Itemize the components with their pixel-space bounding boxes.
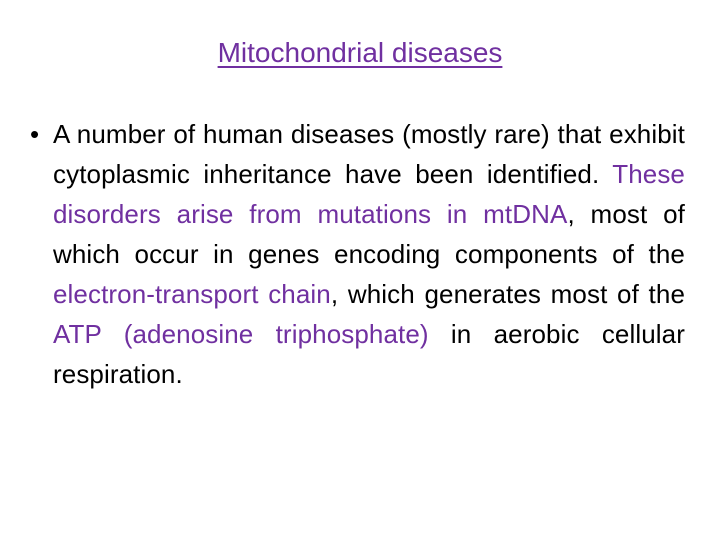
body-paragraph	[53, 114, 685, 394]
paragraph-segment-7-highlight: ATP (adenosine triphosphate)	[53, 319, 429, 349]
bullet-marker: •	[30, 119, 40, 149]
paragraph-segment-3-dna: DNA	[512, 199, 568, 229]
paragraph-segment-5-highlight: electron-transport chain	[53, 279, 331, 309]
paragraph-segment-4: , most of which occur in genes encoding components of the	[53, 199, 685, 269]
paragraph-segment-1: A number of human diseases (mostly rare) that exhibit cytoplasmic inheritance have been identified.	[53, 119, 685, 189]
slide-title-text: Mitochondrial diseases	[217, 37, 503, 68]
paragraph-segment-2-highlight: These disorders arise from mutations in mt	[53, 159, 685, 229]
slide-title	[0, 33, 720, 73]
paragraph-segment-8: in aerobic cellular respiration.	[53, 319, 685, 389]
paragraph-segment-6: , which generates most of the	[330, 279, 686, 309]
